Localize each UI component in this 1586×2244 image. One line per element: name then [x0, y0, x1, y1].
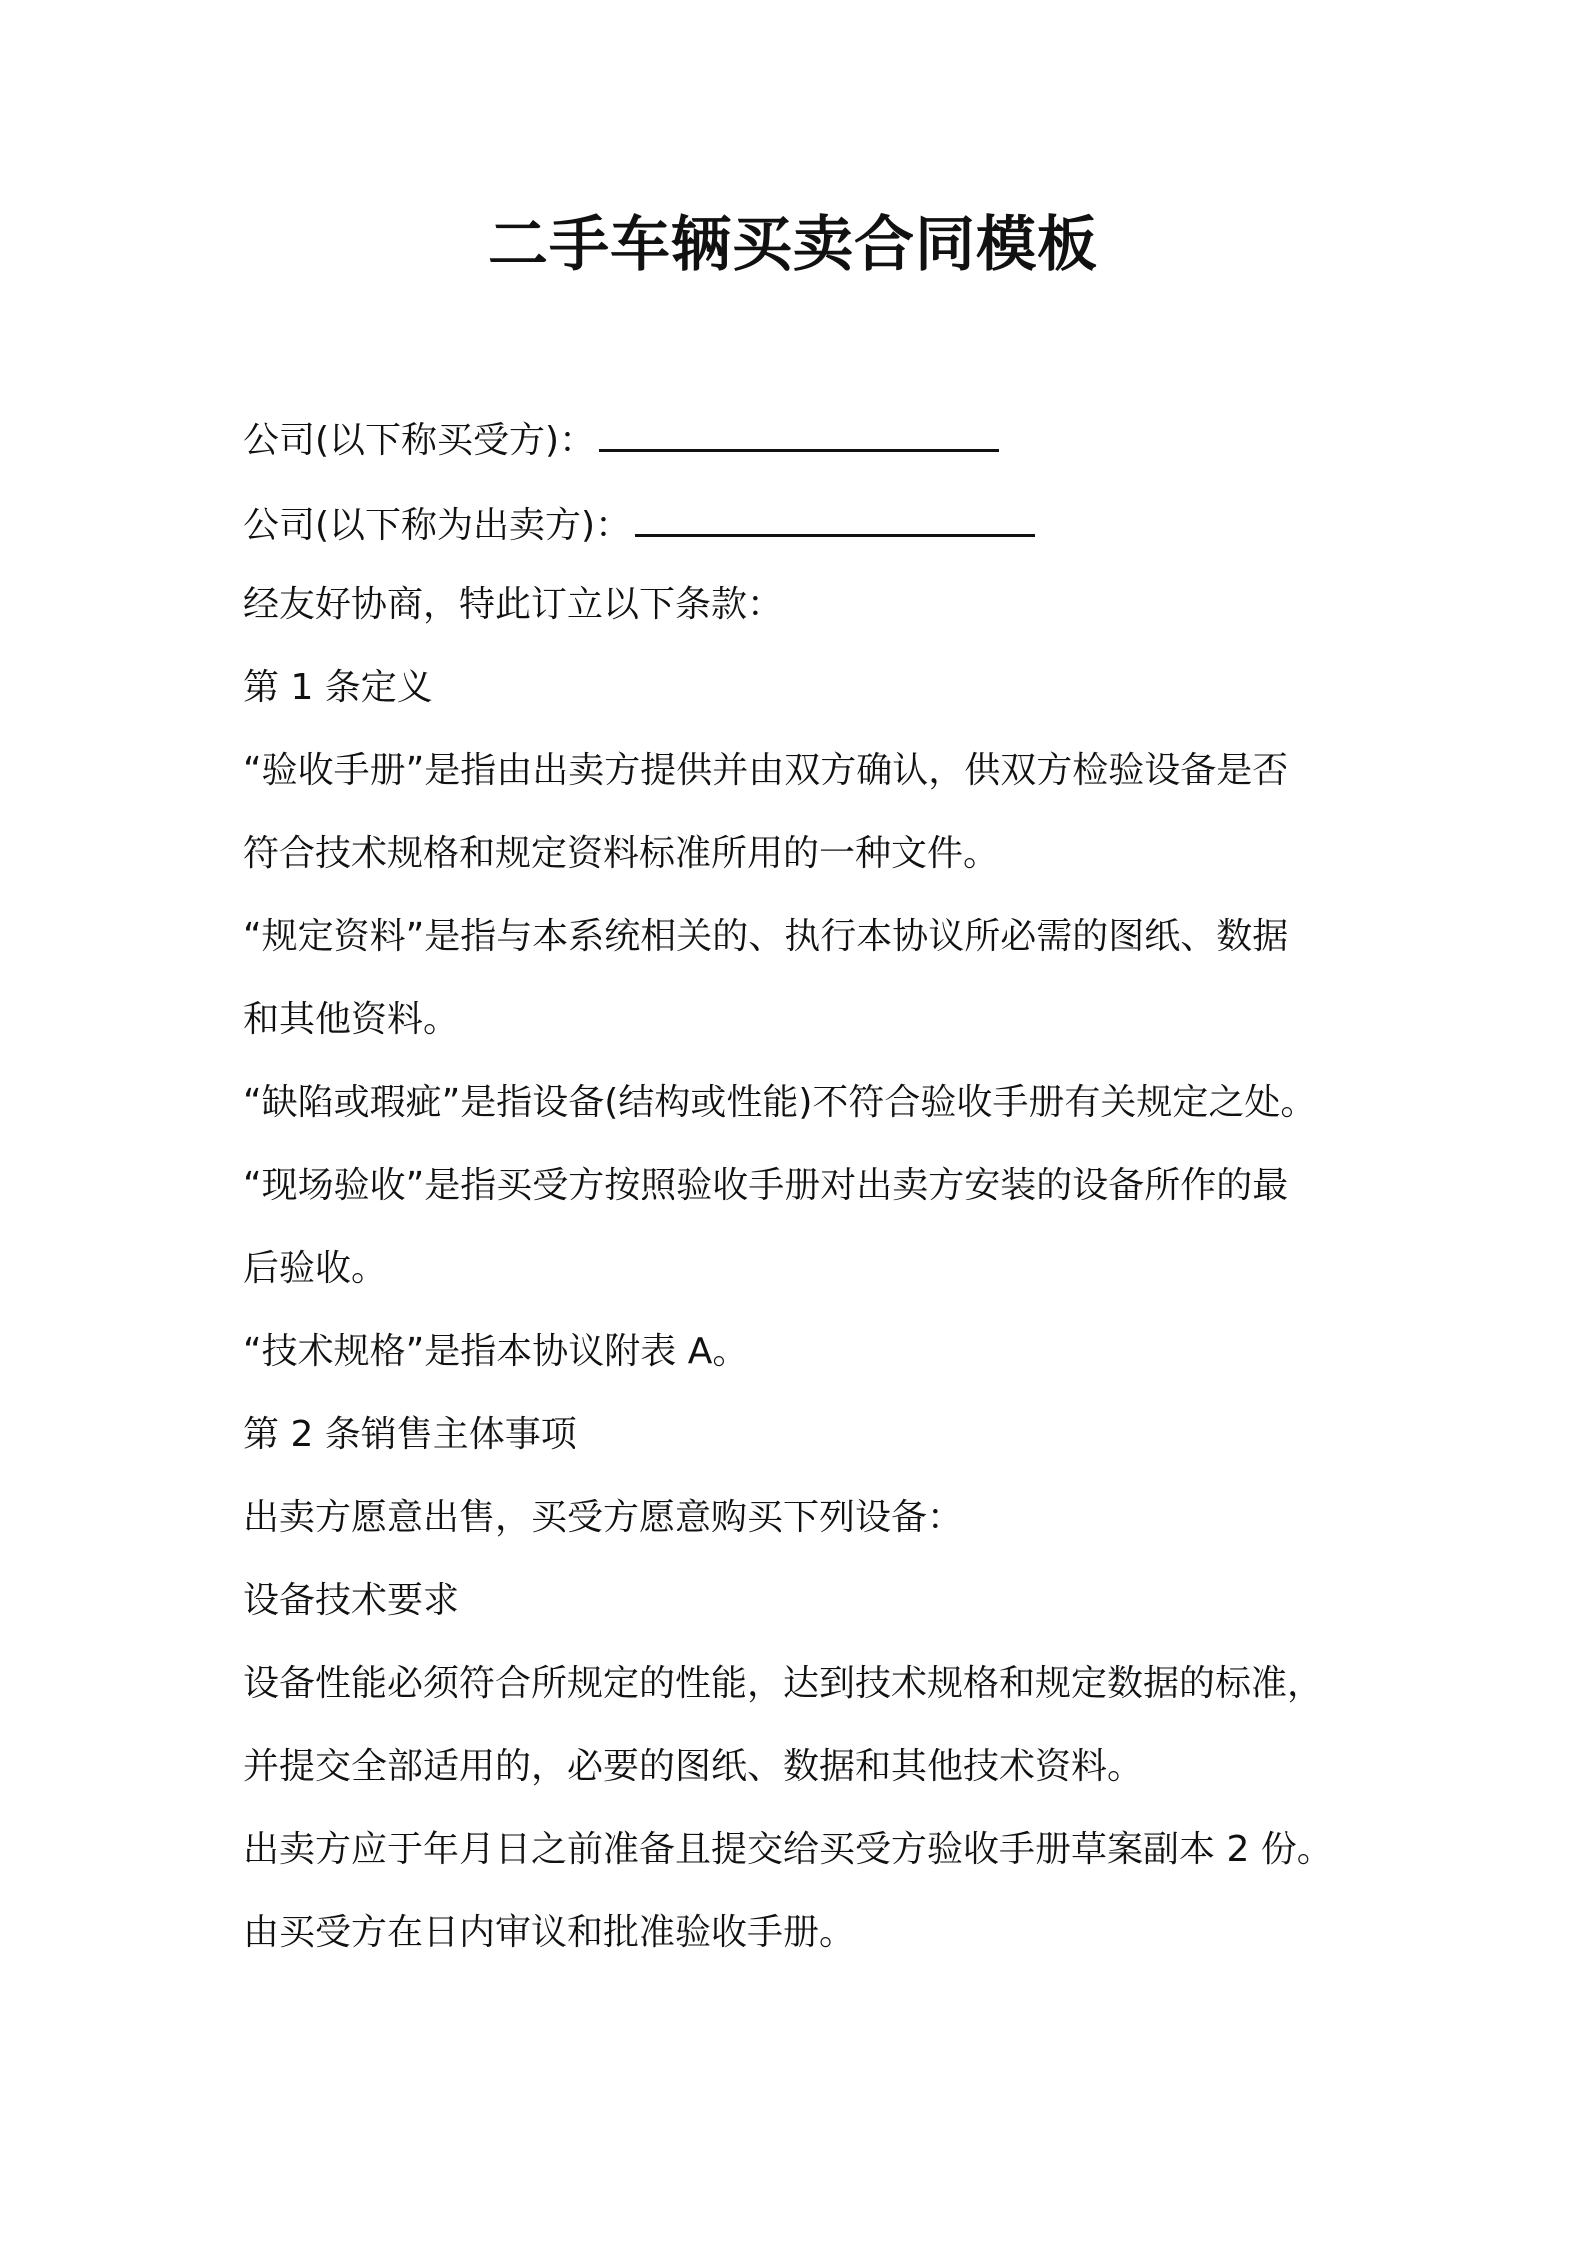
definition-line: 和其他资料。 — [243, 999, 460, 1040]
definition-line: “现场验收”是指买受方按照验收手册对出卖方安装的设备所作的最 — [243, 1165, 1289, 1206]
body-line: 出卖方应于年月日之前准备且提交给买受方验收手册草案副本 2 份。 — [243, 1829, 1333, 1870]
body-line: 并提交全部适用的，必要的图纸、数据和其他技术资料。 — [243, 1746, 1144, 1787]
definition-line: “规定资料”是指与本系统相关的、执行本协议所必需的图纸、数据 — [243, 916, 1289, 957]
article-1-heading: 第 1 条定义 — [243, 667, 433, 708]
intro-line: 经友好协商，特此订立以下条款： — [243, 584, 784, 625]
section-heading: 设备技术要求 — [243, 1580, 460, 1621]
definition-line: “技术规格”是指本协议附表 A。 — [243, 1331, 749, 1372]
body-line: 出卖方愿意出售，买受方愿意购买下列设备： — [243, 1497, 964, 1538]
seller-fill-blank — [635, 500, 1035, 537]
buyer-line — [243, 415, 999, 466]
definition-line: “缺陷或瑕疵”是指设备(结构或性能)不符合验收手册有关规定之处。 — [243, 1082, 1317, 1123]
definition-line: “验收手册”是指由出卖方提供并由双方确认，供双方检验设备是否 — [243, 750, 1289, 791]
body-line: 由买受方在日内审议和批准验收手册。 — [243, 1912, 856, 1953]
seller-label: 公司(以下称为出卖方)： — [243, 505, 632, 546]
seller-line — [243, 500, 1035, 551]
article-2-heading: 第 2 条销售主体事项 — [243, 1414, 577, 1455]
buyer-label: 公司(以下称买受方)： — [243, 420, 596, 461]
document-title: 二手车辆买卖合同模板 — [488, 210, 1098, 280]
body-line: 设备性能必须符合所规定的性能，达到技术规格和规定数据的标准， — [243, 1663, 1324, 1704]
definition-line: 符合技术规格和规定资料标准所用的一种文件。 — [243, 833, 1000, 874]
buyer-fill-blank — [599, 415, 999, 452]
definition-line: 后验收。 — [243, 1248, 388, 1289]
